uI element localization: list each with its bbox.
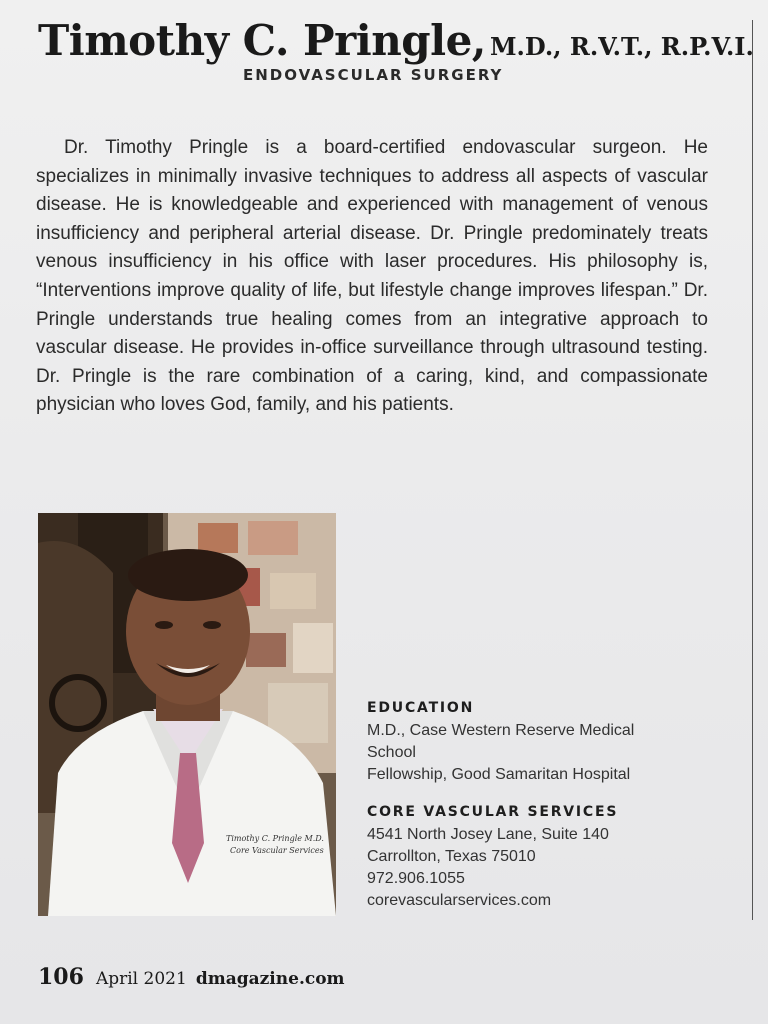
issue-date: April 2021 bbox=[95, 969, 187, 989]
doctor-portrait-photo bbox=[38, 513, 336, 916]
practice-address-line2: Carrollton, Texas 75010 bbox=[367, 848, 536, 865]
doctor-name: Timothy C. Pringle, bbox=[38, 16, 486, 65]
contact-sidebar bbox=[367, 700, 697, 912]
coat-embroidery-practice: Core Vascular Services bbox=[230, 846, 324, 855]
page-number: 106 bbox=[38, 964, 84, 990]
education-line: Fellowship, Good Samaritan Hospital bbox=[367, 766, 631, 783]
profile-header bbox=[38, 16, 754, 65]
education-section bbox=[367, 700, 697, 786]
education-line: M.D., Case Western Reserve Medical bbox=[367, 722, 635, 739]
practice-website: corevascularservices.com bbox=[367, 892, 552, 909]
doctor-credentials: M.D., R.V.T., R.P.V.I. bbox=[489, 32, 754, 61]
education-line: School bbox=[367, 744, 416, 761]
coat-embroidery-name: Timothy C. Pringle M.D. bbox=[226, 834, 324, 843]
practice-section bbox=[367, 804, 697, 912]
practice-heading: CORE VASCULAR SERVICES bbox=[367, 804, 619, 820]
specialty-subtitle: ENDOVASCULAR SURGERY bbox=[243, 66, 504, 84]
magazine-site: dmagazine.com bbox=[195, 969, 345, 989]
practice-address-line1: 4541 North Josey Lane, Suite 140 bbox=[367, 826, 609, 843]
practice-phone: 972.906.1055 bbox=[367, 870, 465, 887]
education-heading: EDUCATION bbox=[367, 700, 475, 716]
column-rule bbox=[752, 20, 753, 920]
page-footer bbox=[38, 964, 345, 990]
bio-paragraph: Dr. Timothy Pringle is a board-certified endovascular surgeon. He specializes in minimally invasive techniques to address all aspects of vascular disease. He is knowledgeable and experienced with management of venous insufficiency and peripheral arterial disease. Dr. Pringle predominately treats venous insufficiency in his office with laser procedures. His philosophy is, “Interventions improve quality of life, but lifestyle change improves lifespan.” Dr. Pringle understands true healing comes from an integrative approach to vascular disease. He provides in-office surveillance through ultrasound testing. Dr. Pringle is the rare combination of a caring, kind, and compassionate physician who loves God, family, and his patients. bbox=[36, 137, 708, 416]
